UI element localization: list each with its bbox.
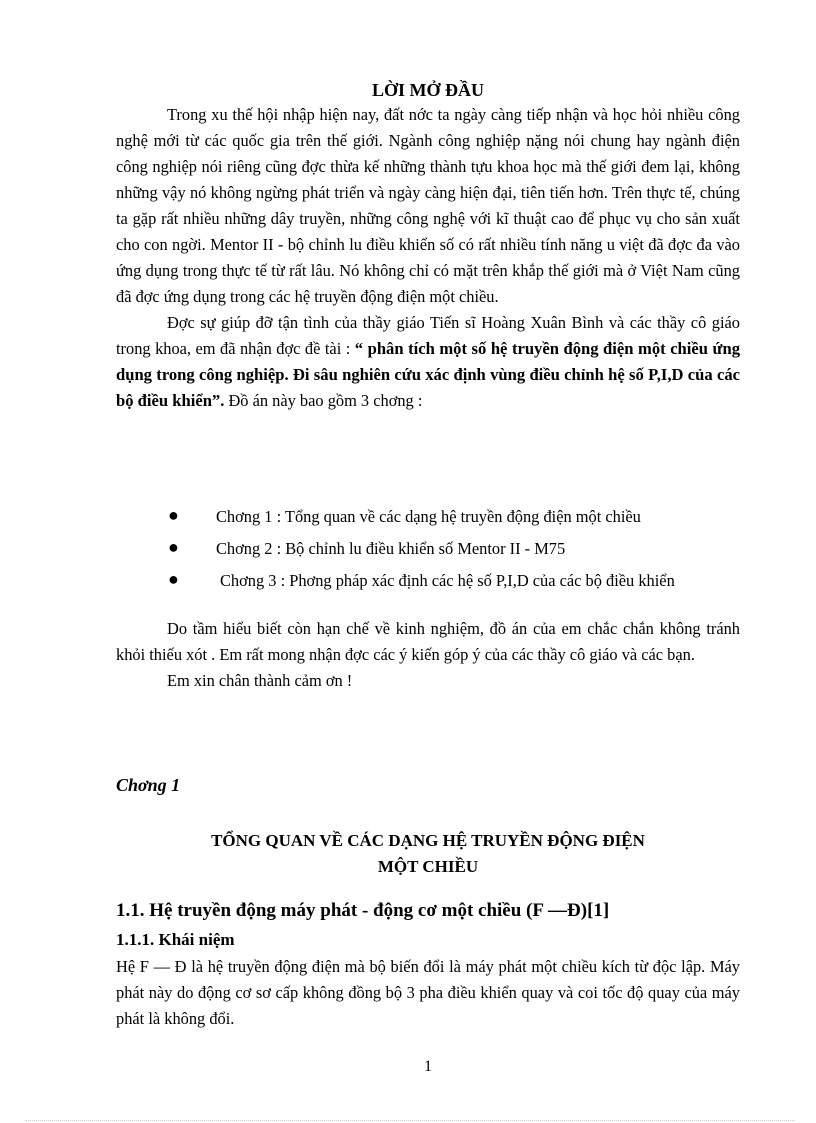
page-number: 1 <box>424 1058 432 1075</box>
thesis-prefix: Đợc sự giúp đỡ tận tình của thầy giáo Tiến sĩ Hoàng Xuân Bình và các thầy cô giáo trong khoa, em đã nhận đợc đề tài : <box>116 313 740 358</box>
bullet-icon: ● <box>168 569 179 589</box>
section-heading: 1.1. Hệ truyền động máy phát - động cơ một chiều (F —Đ)[1] <box>116 900 610 921</box>
thesis-paragraph <box>116 310 740 414</box>
chapter-title <box>0 828 816 880</box>
thesis-suffix: Đồ án này bao gồm 3 chơng : <box>224 391 423 410</box>
intro-paragraph: Trong xu thế hội nhập hiện nay, đất nớc ta ngày càng tiếp nhận và học hỏi nhiều công nghệ mới từ các quốc gia trên thế giới. Ngành công nghiệp nặng nói chung hay ngành điện công nghiệp nói riêng cũng đợc thừa kế những thành tựu khoa học mà thế giới đem lại, không những vậy nó không ngừng phát triển và ngày càng hiện đại, tiên tiến hơn. Trên thực tế, chúng ta gặp rất nhiều những dây truyền, những công nghệ với kĩ thuật cao để phục vụ cho sản xuất cho con ngời. Mentor II - bộ chỉnh lu điều khiển số có rất nhiều tính năng u việt đã đợc đa vào ứng dụng trong thực tế từ rất lâu. Nó không chỉ có mặt trên khắp thế giới mà ở Việt Nam cũng đã đợc ứng dụng trong các hệ truyền động điện một chiều. <box>116 105 740 306</box>
bullet-icon: ● <box>168 505 179 525</box>
chapter-title-line1: TỔNG QUAN VỀ CÁC DẠNG HỆ TRUYỀN ĐỘNG ĐIỆN <box>211 831 645 850</box>
intro-section <box>116 102 740 414</box>
thesis-topic: “ phân tích một số hệ truyền động điện một chiều ứng dụng trong công nghiệp. Đi sâu nghiên cứu xác định vùng điều chỉnh hệ số P,I,D của các bộ điều khiển”. <box>116 339 740 410</box>
subsection-heading: 1.1.1. Khái niệm <box>116 930 235 949</box>
thanks-line: Em xin chân thành cảm ơn ! <box>167 671 353 690</box>
chapter-item-text: Chơng 2 : Bộ chỉnh lu điều khiển số Mentor II - M75 <box>216 539 566 558</box>
chapter-item-text: Chơng 3 : Phơng pháp xác định các hệ số P,I,D của các bộ điều khiển <box>220 571 675 590</box>
bullet-icon: ● <box>168 537 179 557</box>
page-title: LỜI MỞ ĐẦU <box>372 80 484 100</box>
section-paragraph: Hệ F — Đ là hệ truyền động điện mà bộ biến đổi là máy phát một chiều kích từ độc lập. Máy phát này do động cơ sơ cấp không đồng bộ 3 pha điều khiển quay và coi tốc độ quay của máy phát là không đổi. <box>116 957 740 1028</box>
chapter-title-line2: MỘT CHIỀU <box>377 857 479 876</box>
chapter-item-text: Chơng 1 : Tổng quan về các dạng hệ truyền động điện một chiều <box>216 507 641 526</box>
chapter-label: Chơng 1 <box>116 775 181 795</box>
page-divider <box>25 1120 795 1121</box>
closing-section <box>116 616 740 694</box>
closing-paragraph: Do tầm hiểu biết còn hạn chế về kinh nghiệm, đồ án của em chắc chắn không tránh khỏi thiếu xót . Em rất mong nhận đợc các ý kiến góp ý của các thầy cô giáo và các bạn. <box>116 619 740 664</box>
section-body <box>116 954 740 1032</box>
